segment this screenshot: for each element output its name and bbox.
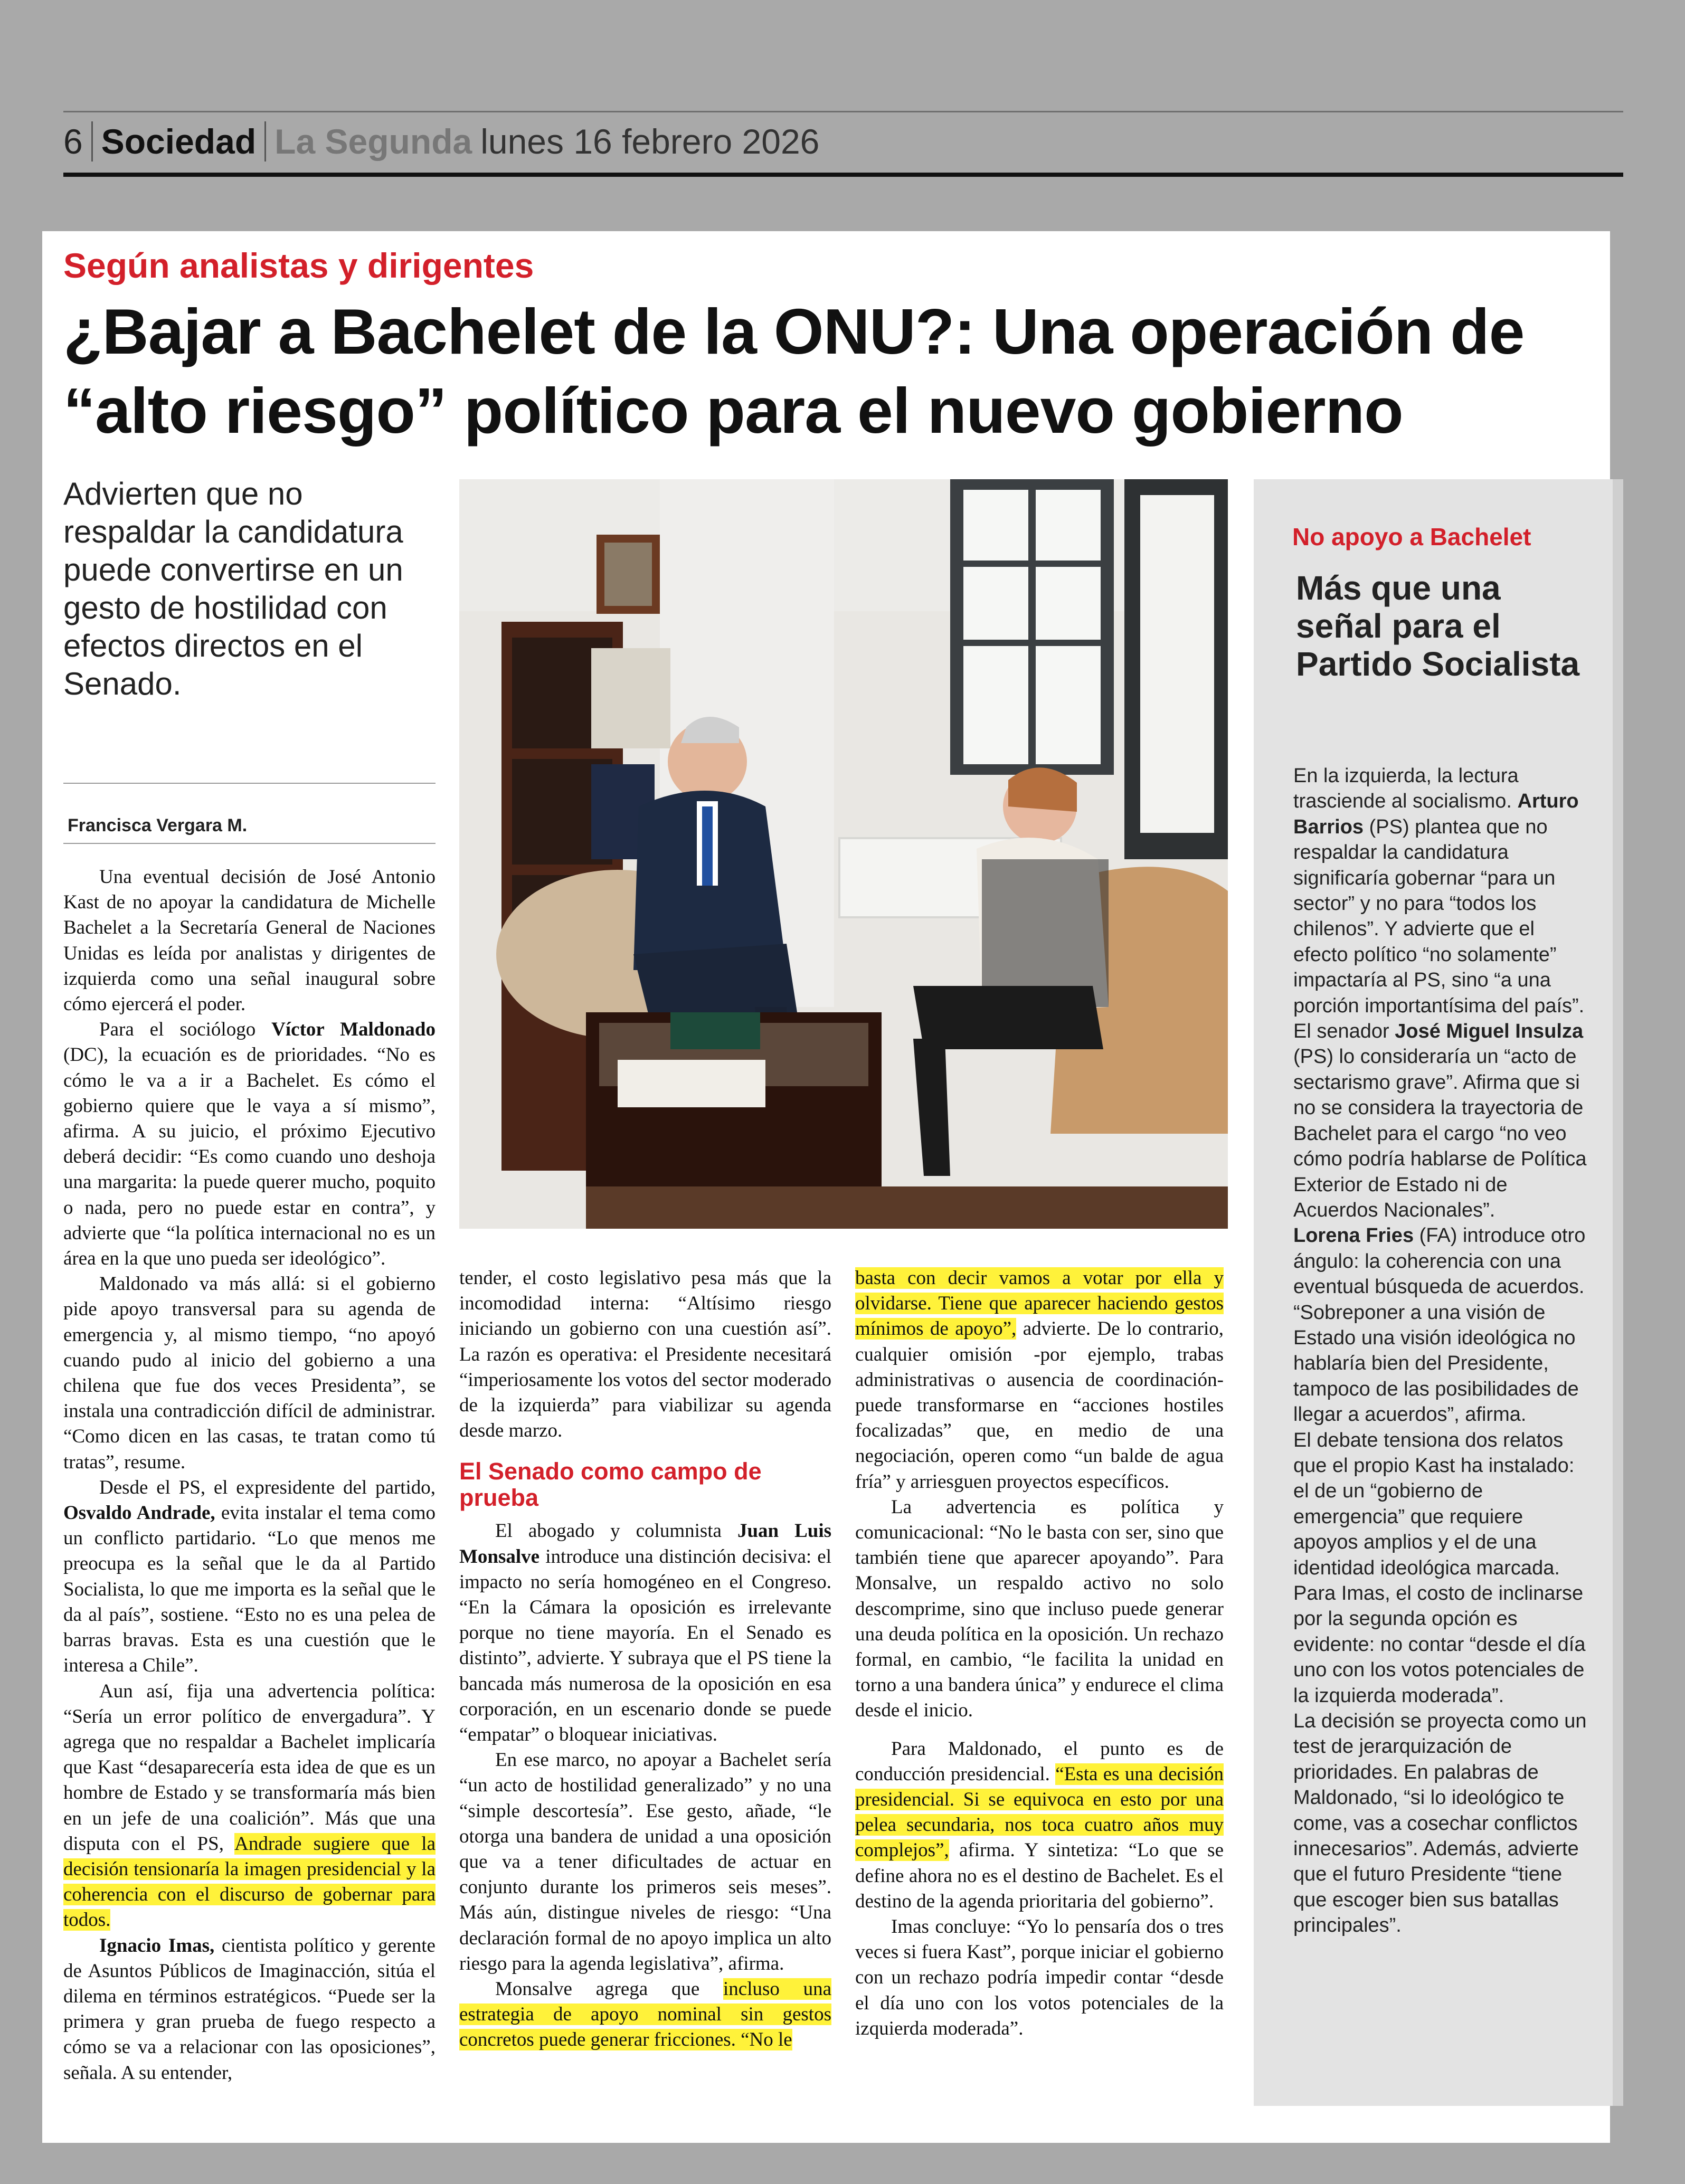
paragraph: Maldonado va más allá: si el gobierno pide apoyo transversal para su agenda de emergencia y, al mismo tiempo, “no apoyó cuando pudo al inicio del gobierno a una chilena que fue dos veces Presidenta”, se instala una contradicción difícil de administrar. “Como dicen en las casas, te tratan como tú tratas”, resume. [63,1273,436,1473]
byline-rule [63,843,436,844]
header-bottom-rule [63,173,1623,177]
sidebar-kicker: No apoyo a Bachelet [1292,523,1531,550]
paragraph: La advertencia es política y comunicacional: “No le basta con ser, sino que también tiene que aparecer apoyando”. Para Monsalve, un respaldo activo no solo descomprime, sino que incluso puede generar una deuda política en la oposición. Un rechazo formal, en cambio, “le facilita la unidad en torno a una bandera única” y endurece el clima desde el inicio. [855,1496,1224,1722]
paragraph: Desde el PS, el expresidente del partido, Osvaldo Andrade, evita instalar el tema como un conflicto partidario. “Lo que menos me preocupa es la señal que le da al Partido Socialista, lo que me importa es la señal que le da al país”, sostiene. “Esto no es una pelea de barras bravas. Esta es una cuestión que le interesa a Chile”. [63,1476,436,1677]
article-headline: ¿Bajar a Bachelet de la ONU?: Una operación de “alto riesgo” político para el nuevo gobierno [63,296,1525,447]
paragraph: El abogado y columnista Juan Luis Monsalve introduce una distinción decisiva: el impacto no sería homogéneo en el Congreso. “En la Cámara la oposición es irrelevante porque no tiene mayoría. En el Senado es distinto”, advierte. Y subraya que el PS tiene la bancada más numerosa de la oposición en esa corporación, en un escenario donde se puede “empatar” o bloquear iniciativas. [459,1520,832,1746]
page-number: 6 [63,121,93,162]
article-deck: Advierten que no respaldar la candidatura puede convertirse en un gesto de hostilidad con efectos directos en el Senado. [63,476,403,701]
sidebar-paragraph: El senador José Miguel Insulza (PS) lo consideraría un “acto de sectarismo grave”. Afirma que si no se considera la trayectoria de Bachelet para el cargo “no veo cómo podría hablarse de Política Exterior de Estado ni de Acuerdos Nacionales”. [1293,1020,1587,1221]
paragraph: En ese marco, no apoyar a Bachelet sería “un acto de hostilidad generalizado” y no una “simple descortesía”. Ese gesto, añade, “le otorga una bandera de unidad a una oposición que va a tener dificultades de actuar en conjunto durante los primeros seis meses”. Más aún, distingue niveles de riesgo: “Una declaración formal de no apoyo implica un alto riesgo para la agenda legislativa”, afirma. [459,1749,831,1974]
paragraph: Imas concluye: “Yo lo pensaría dos o tres veces si fuera Kast”, porque iniciar el gobierno con un rechazo podría impedir contar “desde el día uno con los votos potenciales de la izquierda moderada”. [855,1916,1224,2039]
paragraph: basta con decir vamos a votar por ella y olvidarse. Tiene que aparecer haciendo gestos mínimos de apoyo”, advierte. De lo contrario, cualquier omisión -por ejemplo, trabas administrativas o ausencia de coordinación- puede transformarse en “acciones hostiles focalizadas” que, en medio de una negociación, operen como “un balde de agua fría” y arriesguen proyectos específicos. [855,1267,1224,1493]
header-top-rule [63,111,1623,112]
article-column-3 [855,1266,1224,2041]
article-column-1 [63,865,436,2086]
section-name: Sociedad [93,121,266,162]
paragraph: tender, el costo legislativo pesa más que la incomodidad interna: “Altísimo riesgo iniciando un gobierno con una cuestión así”. La razón es operativa: el Presidente necesitará “imperiosamente los votos del sector moderado de la izquierda” para viabilizar su agenda desde marzo. [459,1267,831,1442]
paragraph: Ignacio Imas, cientista político y gerente de Asuntos Públicos de Imaginacción, sitúa el dilema en términos estratégicos. “Puede ser la primera y gran prueba de fuego respecto a cómo se va a relacionar con las oposiciones”, señala. A su entender, [63,1934,436,2084]
sidebar-paragraph: La decisión se proyecta como un test de jerarquización de prioridades. En palabras de Maldonado, “si lo ideológico te come, vas a cosechar conflictos innecesarios”. Además, advierte que el futuro Presidente “tiene que escoger bien sus batallas principales”. [1293,1710,1587,1937]
paragraph: Aun así, fija una advertencia política: “Sería un error político de envergadura”. Y agrega que no respaldar a Bachelet implicaría que Kast “desaparecería esta idea de que es un hombre de Estado y se transformaría más bien en un jefe de una coalición”. Más que una disputa con el PS, Andrade sugiere que la decisión tensionaría la imagen presidencial y la coherencia con el discurso de gobernar para todos. [63,1680,436,1931]
paragraph: Para Maldonado, el punto es de conducción presidencial. “Esta es una decisión presidencial. Si se equivoca en esto por una pelea secundaria, nos toca cuatro años muy complejos”, afirma. Y sintetiza: “Lo que se define ahora no es el destino de Bachelet. Es el destino de la agenda prioritaria del gobierno”. [855,1737,1224,1912]
article-column-2 [459,1266,831,2053]
paragraph: Para el sociólogo Víctor Maldonado (DC), la ecuación es de prioridades. “No es cómo le va a ir a Bachelet. Es cómo el gobierno quiere que le vaya a sí mismo”, afirma. A su juicio, el próximo Ejecutivo deberá decidir: “Es como cuando uno deshoja una margarita: la puede querer mucho, poquito o nada, pero no puede estar en contra”, y advierte que “la política internacional no es un área en la que uno pueda ser ideológico”. [63,1019,436,1270]
sidebar-body [1293,763,1589,1939]
publication-date: lunes 16 febrero 2026 [480,122,820,161]
sidebar-paragraph: Lorena Fries (FA) introduce otro ángulo: la coherencia con una eventual búsqueda de acuerdos. “Sobreponer a una visión de Estado una visión ideológica no hablaría bien del Presidente, tampoco de las posibilidades de llegar a acuerdos”, afirma. [1293,1224,1586,1426]
publication-name: La Segunda [274,122,472,161]
sidebar-paragraph: El debate tensiona dos relatos que el propio Kast ha instalado: el de un “gobierno de emergencia” que requiere apoyos amplios y el de una identidad ideológica marcada. Para Imas, el costo de inclinarse por la segunda opción es evidente: no contar “desde el día uno con los votos potenciales de la izquierda moderada”. [1293,1429,1586,1707]
deck-rule [63,783,436,784]
paragraph: Una eventual decisión de José Antonio Kast de no apoyar la candidatura de Michelle Bachelet a la Secretaría General de Naciones Unidas es leída por analistas y dirigentes de izquierda como una señal inaugural sobre cómo ejercerá el poder. [63,866,436,1015]
paragraph: Monsalve agrega que incluso una estrategia de apoyo nominal sin gestos concretos puede generar fricciones. “No le [459,1978,831,2051]
sidebar-paragraph: En la izquierda, la lectura trasciende al socialismo. Arturo Barrios (PS) plantea que no respaldar la candidatura significaría gobernar “para un sector” y no para “todos los chilenos”. Y advierte que el efecto político “no solamente” impactaría al PS, sino “a una porción importantísima del país”. [1293,765,1585,1017]
byline: Francisca Vergara M. [68,815,248,835]
sidebar-shadow [1613,479,1623,2106]
article-photo [459,479,1228,1229]
page-header [63,115,819,168]
sidebar-title: Más que una señal para el Partido Socialista [1296,569,1580,683]
article-kicker: Según analistas y dirigentes [63,246,534,285]
section-subhead: El Senado como campo de prueba [459,1458,762,1512]
